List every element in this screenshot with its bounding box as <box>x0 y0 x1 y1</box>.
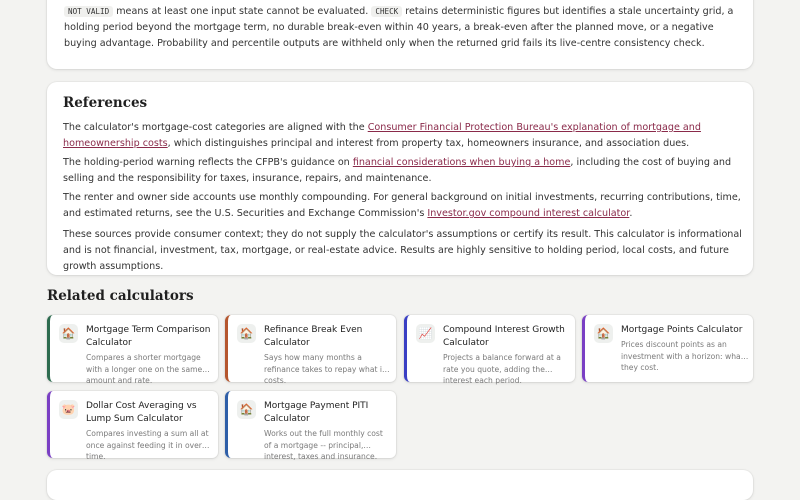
related-calc-desc: Works out the full monthly cost of a mortgage -- principal, interest, taxes and insurance. <box>264 429 383 461</box>
house-icon: 🏠 <box>237 400 256 419</box>
check-code: CHECK <box>371 6 402 17</box>
investor-gov-link[interactable]: Investor.gov compound interest calculator <box>427 208 630 219</box>
related-calc-desc: Projects a balance forward at a rate you quote, adding the interest each period. <box>443 353 561 385</box>
references-card <box>47 82 753 275</box>
related-calc-title: Mortgage Payment PITI Calculator <box>264 401 369 424</box>
next-section-card <box>47 470 753 500</box>
piggy-bank-icon: 🐷 <box>59 400 78 419</box>
house-icon: 🏠 <box>594 324 613 343</box>
references-heading: References <box>63 95 148 111</box>
related-calc-card[interactable] <box>225 315 396 385</box>
related-calc-card[interactable] <box>582 315 753 382</box>
cfpb-mortgage-costs-link[interactable]: Consumer Financial Protection Bureau's explanation of mortgage and homeownership costs <box>63 122 701 149</box>
house-icon: 🏠 <box>59 324 78 343</box>
related-calc-desc: Compares investing a sum all at once against feeding it in over time. <box>86 429 209 461</box>
status-explainer-text: NOT VALID means at least one input state cannot be evaluated. CHECK retains deterministic figures but identifies a stale uncertainty grid, a holding period beyond the mortgage term, no durable break-even within 40 years, a break-even after the planned move, or a negative buying advantage. Probability and percentile outputs are withheld only when the returned grid fails its live-centre consistency check. <box>64 6 734 49</box>
related-calc-desc: Says how many months a refinance takes to repay what it costs. <box>264 353 385 385</box>
related-calc-card[interactable] <box>47 391 218 461</box>
related-calc-title: Compound Interest Growth Calculator <box>443 325 565 348</box>
cfpb-buying-home-link[interactable]: financial considerations when buying a home <box>352 157 571 168</box>
related-calc-title: Mortgage Term Comparison Calculator <box>86 325 211 348</box>
related-calculators-heading: Related calculators <box>47 288 194 304</box>
related-calc-card[interactable] <box>47 315 218 385</box>
reference-paragraph-holding-period: The holding-period warning reflects the CFPB's guidance on financial considerations when buying a home, including the cost of buying and selling and the responsibility for taxes, insurance, repairs, and maintenance. <box>63 157 732 184</box>
related-calc-title: Dollar Cost Averaging vs Lump Sum Calculator <box>86 401 197 424</box>
reference-paragraph-compounding: The renter and owner side accounts use monthly compounding. For general background on initial investments, recurring contributions, time, and estimated returns, see the U.S. Securities and Exchange Commission's Investor.gov compound interest calculator. <box>63 192 741 219</box>
related-calc-card[interactable] <box>225 391 396 461</box>
related-calc-desc: Compares a shorter mortgage with a longer one on the same amount and rate. <box>86 353 203 385</box>
related-calc-title: Refinance Break Even Calculator <box>264 325 363 348</box>
chart-icon: 📈 <box>416 324 435 343</box>
related-calc-title: Mortgage Points Calculator <box>621 325 743 335</box>
status-explainer-card <box>47 0 753 69</box>
not-valid-code: NOT VALID <box>64 6 113 17</box>
house-icon: 🏠 <box>237 324 256 343</box>
related-calc-desc: Prices discount points as an investment with a horizon: what they cost. <box>621 340 744 372</box>
reference-paragraph-disclaimer: These sources provide consumer context; they do not supply the calculator's assumptions or certify its result. This calculator is informational and is not financial, investment, tax, mortgage, or real-estate advice. Results are highly sensitive to holding period, local costs, and future growth assumptions. <box>63 229 742 272</box>
related-calc-card[interactable] <box>404 315 575 385</box>
reference-paragraph-cfpb-costs: The calculator's mortgage-cost categories are aligned with the Consumer Financial Protection Bureau's explanation of mortgage and homeownership costs, which distinguishes principal and interest from property tax, homeowners insurance, and association dues. <box>63 122 701 149</box>
